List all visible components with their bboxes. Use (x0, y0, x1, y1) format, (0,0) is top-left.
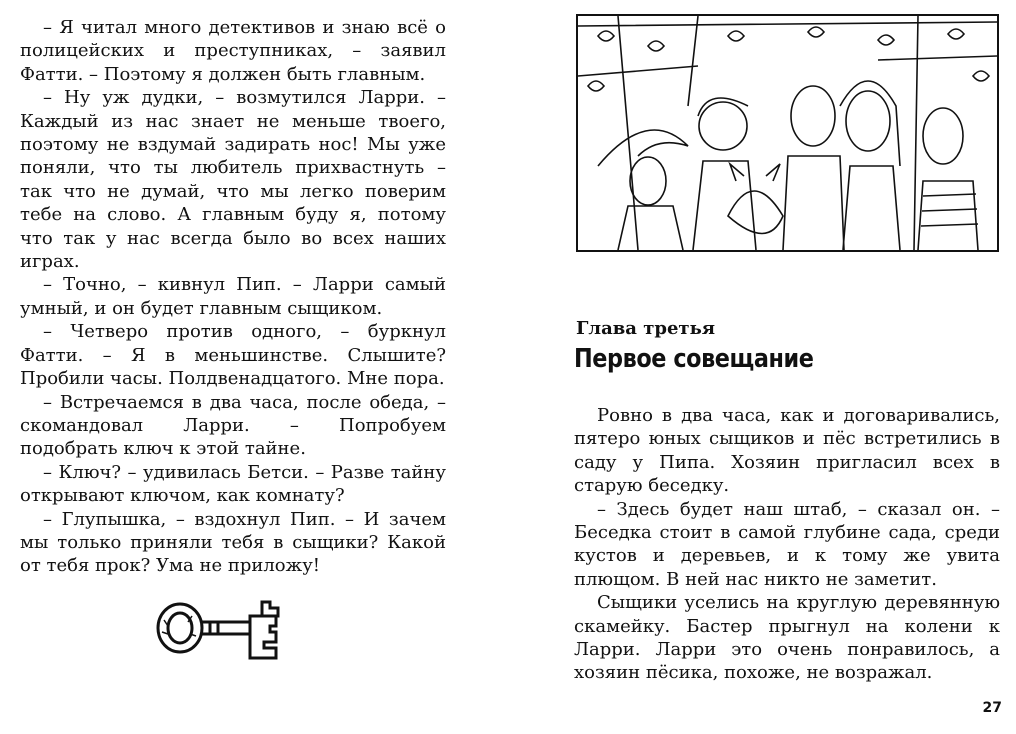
paragraph: Сыщики уселись на круглую деревянную скамейку. Бастер прыгнул на колени к Ларри. Ларри это очень понравилось, а хозяин пёсика, похоже, не возражал. (574, 592, 1000, 684)
paragraph: – Точно, – кивнул Пип. – Ларри самый умный, и он будет главным сыщиком. (20, 274, 446, 319)
children-and-dog-drawing (578, 16, 997, 250)
paragraph: – Ну уж дудки, – возмутился Ларри. – Каждый из нас знает не меньше твоего, поэтому не вздумай задирать нос! Мы уже поняли, что ты любитель прихвастнуть – так что не думай, что мы легко поверим тебе на слово. А главным буду я, потому что так у нас всегда было во всех наших играх. (20, 87, 446, 273)
left-text-block (20, 16, 446, 578)
paragraph: – Встречаемся в два часа, после обеда, – скомандовал Ларри. – Попробуем подобрать ключ к этой тайне. (20, 391, 446, 460)
chapter-illustration (576, 14, 999, 252)
paragraph: – Глупышка, – вздохнул Пип. – И зачем мы только приняли тебя в сыщики? Какой от тебя прок? Ума не приложу! (20, 508, 446, 577)
right-page (508, 0, 1016, 734)
chapter-label: Глава третья (576, 318, 716, 339)
key-illustration (152, 598, 292, 662)
paragraph: – Здесь будет наш штаб, – сказал он. – Беседка стоит в самой глубине сада, среди кустов и деревьев, и к тому же увита плющом. В ней нас никто не заметит. (574, 498, 1000, 590)
page-number: 27 (982, 700, 1002, 716)
chapter-title: Первое совещание (574, 344, 814, 374)
paragraph: – Ключ? – удивилась Бетси. – Разве тайну открывают ключом, как комнату? (20, 461, 446, 507)
paragraph: – Четверо против одного, – буркнул Фатти. – Я в меньшинстве. Слышите? Пробили часы. Полдвенадцатого. Мне пора. (20, 321, 446, 390)
right-text-block (574, 404, 1000, 685)
paragraph: Ровно в два часа, как и договаривались, пятеро юных сыщиков и пёс встретились в саду у Пипа. Хозяин пригласил всех в старую беседку. (574, 405, 1000, 497)
paragraph: – Я читал много детективов и знаю всё о полицейских и преступниках, – заявил Фатти. – Поэтому я должен быть главным. (20, 17, 446, 85)
